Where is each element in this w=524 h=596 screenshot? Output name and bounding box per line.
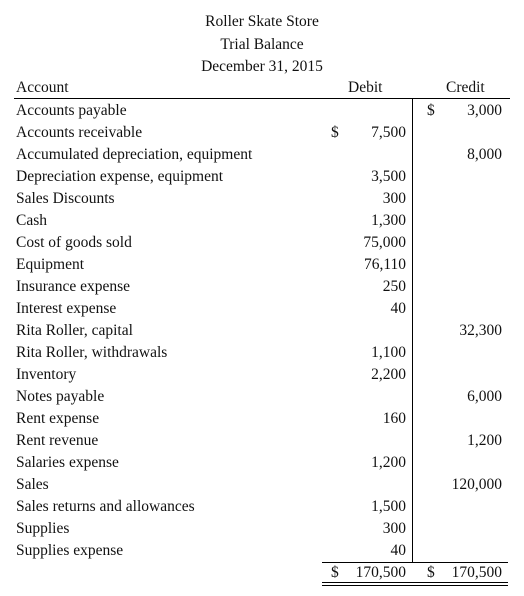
account-name: Cost of goods sold (16, 234, 132, 251)
table-row (0, 364, 524, 386)
company-name: Roller Skate Store (205, 13, 319, 30)
debit-amount: 160 (382, 410, 406, 427)
debit-amount: 2,200 (371, 366, 406, 383)
credit-amount: 8,000 (467, 146, 502, 163)
account-name: Accounts receivable (16, 124, 143, 141)
debit-amount: 300 (382, 190, 406, 207)
account-name: Interest expense (16, 300, 117, 317)
account-name: Salaries expense (16, 454, 119, 471)
total-credit-currency-sign: $ (427, 564, 435, 581)
table-row (0, 122, 524, 144)
table-row (0, 188, 524, 210)
account-name: Inventory (16, 366, 77, 383)
credit-currency-sign: $ (427, 102, 435, 119)
table-row (0, 474, 524, 496)
total-debit: 170,500 (355, 564, 406, 581)
debit-amount: 40 (390, 300, 406, 317)
table-row (0, 518, 524, 540)
debit-amount: 1,100 (371, 344, 406, 361)
account-name: Supplies (16, 520, 70, 537)
table-row (0, 100, 524, 122)
totals-double-rule-lower (322, 585, 508, 586)
debit-amount: 1,300 (371, 212, 406, 229)
account-name: Notes payable (16, 388, 105, 405)
account-name: Sales (16, 476, 49, 493)
account-name: Supplies expense (16, 542, 124, 559)
table-row (0, 430, 524, 452)
debit-amount: 76,110 (363, 256, 406, 273)
credit-amount: 6,000 (467, 388, 502, 405)
totals-double-rule-upper (322, 582, 508, 583)
credit-amount: 120,000 (451, 476, 502, 493)
account-name: Rent expense (16, 410, 100, 427)
table-row (0, 540, 524, 562)
column-header-credit: Credit (446, 79, 485, 96)
table-row (0, 254, 524, 276)
debit-amount: 40 (390, 542, 406, 559)
credit-amount: 1,200 (467, 432, 502, 449)
table-row (0, 342, 524, 364)
table-row (0, 276, 524, 298)
table-row (0, 320, 524, 342)
credit-amount: 3,000 (467, 102, 502, 119)
account-name: Accounts payable (16, 102, 127, 119)
column-header-debit: Debit (348, 79, 383, 96)
table-row (0, 452, 524, 474)
report-date: December 31, 2015 (201, 58, 323, 75)
account-name: Equipment (16, 256, 85, 273)
table-row (0, 210, 524, 232)
total-credit: 170,500 (451, 564, 502, 581)
debit-amount: 7,500 (371, 124, 406, 141)
account-name: Rita Roller, capital (16, 322, 133, 339)
total-debit-currency-sign: $ (331, 564, 339, 581)
report-title: Trial Balance (220, 36, 304, 53)
debit-amount: 300 (382, 520, 406, 537)
account-name: Rita Roller, withdrawals (16, 344, 168, 361)
debit-amount: 1,500 (371, 498, 406, 515)
account-name: Sales returns and allowances (16, 498, 195, 515)
account-name: Cash (16, 212, 47, 229)
table-row (0, 144, 524, 166)
table-row (0, 166, 524, 188)
column-header-account: Account (16, 79, 69, 96)
account-name: Rent revenue (16, 432, 99, 449)
account-name: Insurance expense (16, 278, 131, 295)
account-name: Depreciation expense, equipment (16, 168, 224, 185)
table-row (0, 408, 524, 430)
header-underline (14, 98, 510, 99)
account-name: Accumulated depreciation, equipment (16, 146, 253, 163)
totals-row (0, 562, 524, 584)
account-name: Sales Discounts (16, 190, 115, 207)
debit-amount: 250 (382, 278, 406, 295)
table-row (0, 386, 524, 408)
credit-amount: 32,300 (459, 322, 502, 339)
table-row (0, 232, 524, 254)
debit-amount: 3,500 (371, 168, 406, 185)
debit-amount: 1,200 (371, 454, 406, 471)
table-row (0, 496, 524, 518)
debit-amount: 75,000 (363, 234, 406, 251)
debit-currency-sign: $ (331, 124, 339, 141)
table-row (0, 298, 524, 320)
